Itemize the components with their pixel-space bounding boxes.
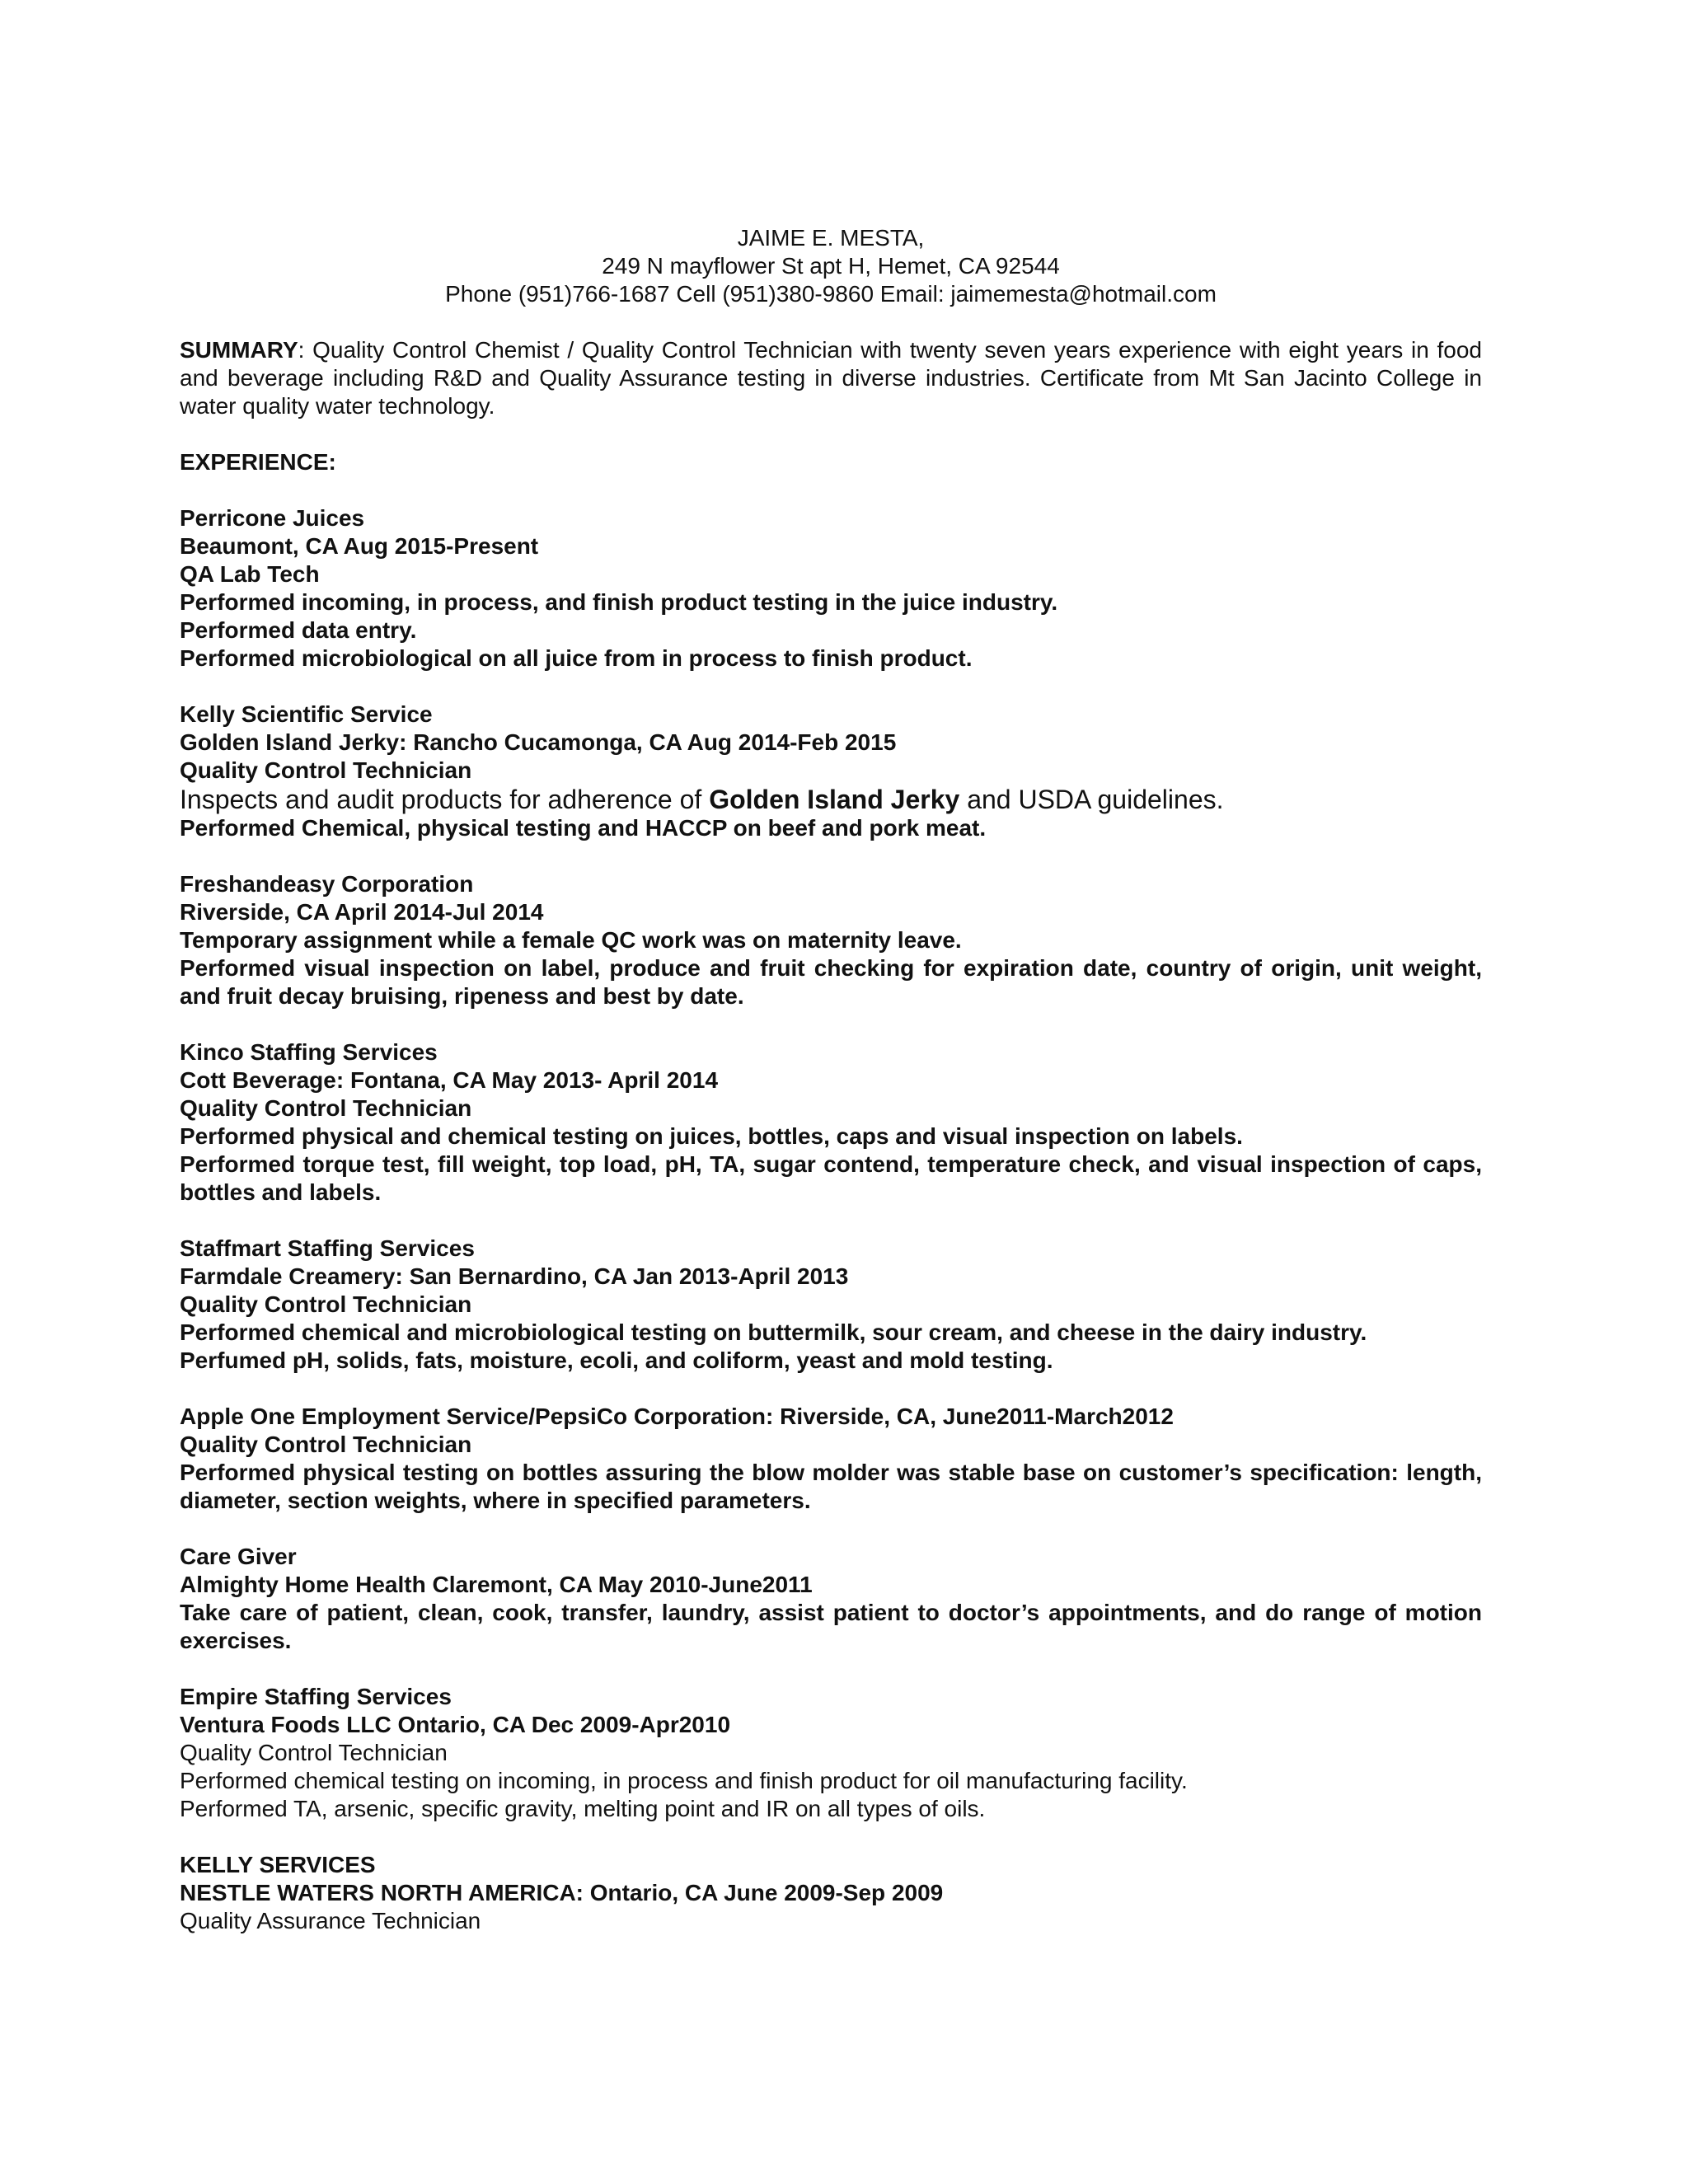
job-line: QA Lab Tech [180, 561, 320, 587]
job-text: and USDA guidelines. [959, 785, 1224, 814]
candidate-address: 249 N mayflower St apt H, Hemet, CA 92544 [602, 253, 1060, 279]
job-entry-empire-staffing [180, 1683, 1482, 1823]
summary-section [180, 336, 1482, 420]
job-entry-freshandeasy [180, 870, 1482, 1010]
job-line: Quality Control Technician [180, 1432, 472, 1457]
job-line: Temporary assignment while a female QC work was on maternity leave. [180, 927, 962, 953]
job-line: Empire Staffing Services [180, 1684, 452, 1709]
job-entry-kinco [180, 1038, 1482, 1207]
job-text-bold: Golden Island Jerky [709, 785, 960, 814]
job-line: Perfumed pH, solids, fats, moisture, ecoli, and coliform, yeast and mold testing. [180, 1347, 1053, 1373]
job-line: Cott Beverage: Fontana, CA May 2013- April 2014 [180, 1067, 719, 1093]
job-line: Beaumont, CA Aug 2015-Present [180, 533, 539, 559]
job-line: Quality Control Technician [180, 1095, 472, 1121]
job-line: Performed physical and chemical testing on juices, bottles, caps and visual inspection on labels. [180, 1123, 1243, 1149]
job-line: Staffmart Staffing Services [180, 1235, 475, 1261]
job-line: NESTLE WATERS NORTH AMERICA: Ontario, CA June 2009-Sep 2009 [180, 1880, 944, 1905]
job-line: Quality Control Technician [180, 1740, 448, 1765]
job-line: Performed incoming, in process, and finish product testing in the juice industry. [180, 589, 1058, 615]
job-entry-apple-one [180, 1403, 1482, 1515]
job-line: Performed Chemical, physical testing and HACCP on beef and pork meat. [180, 815, 987, 841]
job-entry-staffmart [180, 1235, 1482, 1375]
resume-header [180, 224, 1482, 308]
job-line: Performed chemical testing on incoming, in process and finish product for oil manufacturing facility. [180, 1768, 1188, 1793]
experience-title: EXPERIENCE: [180, 449, 336, 475]
job-line: Performed torque test, fill weight, top load, pH, TA, sugar contend, temperature check, and visual inspection of caps, bottles and labels. [180, 1151, 1482, 1205]
summary-text: : Quality Control Chemist / Quality Control Technician with twenty seven years experience with eight years in food and beverage including R&D and Quality Assurance testing in diverse industries. Certificate from Mt San Jacinto College in water quality water technology. [180, 337, 1482, 419]
job-entry-perricone [180, 504, 1482, 673]
job-line: Performed TA, arsenic, specific gravity, melting point and IR on all types of oils. [180, 1796, 986, 1821]
job-text: Inspects and audit products for adherence of [180, 785, 710, 814]
job-line: Performed microbiological on all juice from in process to finish product. [180, 645, 973, 671]
job-line: KELLY SERVICES [180, 1852, 376, 1877]
job-line: Perricone Juices [180, 505, 365, 531]
candidate-contact: Phone (951)766-1687 Cell (951)380-9860 Email: jaimemesta@hotmail.com [445, 281, 1217, 307]
job-line: Kelly Scientific Service [180, 701, 433, 727]
resume-page [180, 224, 1482, 1935]
job-line-mixed [180, 785, 1482, 814]
job-line: Kinco Staffing Services [180, 1039, 438, 1065]
summary-label: SUMMARY [180, 337, 298, 363]
job-line: Quality Assurance Technician [180, 1908, 481, 1933]
job-line: Performed data entry. [180, 617, 417, 643]
job-entry-kelly-scientific [180, 701, 1482, 842]
job-line: Performed chemical and microbiological testing on buttermilk, sour cream, and cheese in the dairy industry. [180, 1319, 1367, 1345]
job-line: Almighty Home Health Claremont, CA May 2010-June2011 [180, 1572, 813, 1597]
job-line: Quality Control Technician [180, 1291, 472, 1317]
job-entry-kelly-services [180, 1851, 1482, 1935]
job-line: Take care of patient, clean, cook, transfer, laundry, assist patient to doctor’s appointments, and do range of motion exercises. [180, 1600, 1482, 1653]
job-line: Apple One Employment Service/PepsiCo Corporation: Riverside, CA, June2011-March2012 [180, 1404, 1174, 1429]
job-line: Freshandeasy Corporation [180, 871, 474, 897]
candidate-name: JAIME E. MESTA, [737, 225, 925, 251]
job-line: Farmdale Creamery: San Bernardino, CA Jan 2013-April 2013 [180, 1263, 849, 1289]
job-line: Performed visual inspection on label, produce and fruit checking for expiration date, country of origin, unit weight, and fruit decay bruising, ripeness and best by date. [180, 955, 1482, 1009]
job-line: Performed physical testing on bottles assuring the blow molder was stable base on customer’s specification: length, diameter, section weights, where in specified parameters. [180, 1460, 1482, 1513]
job-line: Ventura Foods LLC Ontario, CA Dec 2009-Apr2010 [180, 1712, 731, 1737]
job-line: Quality Control Technician [180, 757, 472, 783]
job-line: Care Giver [180, 1544, 297, 1569]
job-entry-care-giver [180, 1543, 1482, 1655]
job-line: Riverside, CA April 2014-Jul 2014 [180, 899, 544, 925]
job-line: Golden Island Jerky: Rancho Cucamonga, CA Aug 2014-Feb 2015 [180, 729, 897, 755]
